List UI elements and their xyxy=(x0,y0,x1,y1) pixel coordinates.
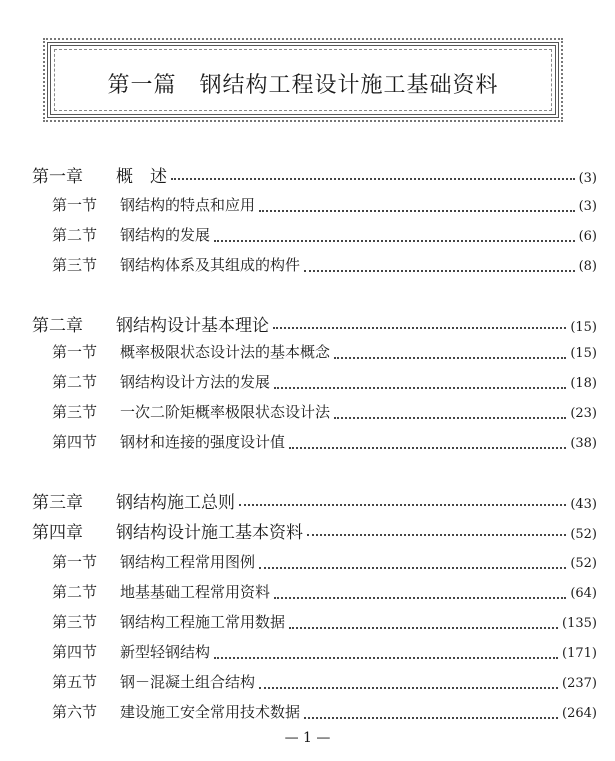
entry-page: (52) xyxy=(570,527,597,542)
entry-title: 钢结构的特点和应用 xyxy=(120,196,256,214)
entry-title: 钢结构体系及其组成的构件 xyxy=(120,256,301,274)
page-number-footer: — 1 — xyxy=(284,730,331,746)
entry-title: 概 述 xyxy=(116,167,167,187)
entry-page: (237) xyxy=(562,676,597,691)
entry-number: 第六节 xyxy=(52,703,98,721)
entry-number: 第五节 xyxy=(52,673,98,691)
entry-title: 钢结构的发展 xyxy=(120,226,211,244)
toc-entry-section[interactable] xyxy=(52,641,597,667)
entry-page: (18) xyxy=(570,376,597,391)
toc-entry-chapter-2[interactable] xyxy=(32,311,597,337)
leader-dots xyxy=(334,416,566,419)
entry-title: 地基基础工程常用资料 xyxy=(120,583,271,601)
leader-dots xyxy=(274,386,566,389)
leader-dots xyxy=(259,686,558,689)
toc-entry-chapter-4[interactable] xyxy=(32,518,597,544)
toc-entry-section[interactable] xyxy=(52,551,597,577)
entry-title: 钢结构设计方法的发展 xyxy=(120,373,271,391)
leader-dots xyxy=(273,326,566,329)
toc-entry-section[interactable] xyxy=(52,671,597,697)
entry-number: 第一节 xyxy=(52,553,98,571)
entry-page: (64) xyxy=(570,586,597,601)
entry-page: (264) xyxy=(562,706,597,721)
entry-page: (8) xyxy=(578,259,597,274)
entry-number: 第三节 xyxy=(52,403,98,421)
leader-dots xyxy=(307,533,566,536)
entry-number: 第二节 xyxy=(52,583,98,601)
entry-number: 第四章 xyxy=(32,523,83,543)
leader-dots xyxy=(304,716,558,719)
entry-title: 钢结构施工总则 xyxy=(116,493,235,513)
entry-page: (15) xyxy=(570,346,597,361)
toc-entry-section[interactable] xyxy=(52,341,597,367)
entry-number: 第一节 xyxy=(52,196,98,214)
entry-title: 钢结构工程常用图例 xyxy=(120,553,256,571)
leader-dots xyxy=(274,596,566,599)
entry-number: 第四节 xyxy=(52,643,98,661)
entry-title: 概率极限状态设计法的基本概念 xyxy=(120,343,331,361)
toc-entry-section[interactable] xyxy=(52,371,597,397)
toc-entry-section[interactable] xyxy=(52,194,597,220)
leader-dots xyxy=(289,626,558,629)
entry-title: 钢结构设计基本理论 xyxy=(116,316,269,336)
entry-page: (135) xyxy=(562,616,597,631)
entry-number: 第三节 xyxy=(52,256,98,274)
entry-number: 第二节 xyxy=(52,226,98,244)
leader-dots xyxy=(289,446,566,449)
part-title: 第一篇 钢结构工程设计施工基础资料 xyxy=(107,73,499,98)
toc-entry-section[interactable] xyxy=(52,701,597,727)
leader-dots xyxy=(259,566,566,569)
entry-title: 新型轻钢结构 xyxy=(120,643,211,661)
leader-dots xyxy=(171,177,575,180)
entry-page: (43) xyxy=(570,497,597,512)
leader-dots xyxy=(334,356,566,359)
entry-page: (23) xyxy=(570,406,597,421)
leader-dots xyxy=(304,269,575,272)
entry-page: (52) xyxy=(570,556,597,571)
toc-entry-chapter-1[interactable] xyxy=(32,162,597,188)
entry-title: 钢结构工程施工常用数据 xyxy=(120,613,286,631)
entry-title: 钢－混凝土组合结构 xyxy=(120,673,256,691)
entry-number: 第二节 xyxy=(52,373,98,391)
toc-entry-chapter-3[interactable] xyxy=(32,488,597,514)
leader-dots xyxy=(239,503,566,506)
part-title-frame xyxy=(47,42,559,118)
entry-number: 第一章 xyxy=(32,167,83,187)
toc-entry-section[interactable] xyxy=(52,224,597,250)
toc-entry-section[interactable] xyxy=(52,401,597,427)
toc-entry-section[interactable] xyxy=(52,581,597,607)
leader-dots xyxy=(214,239,575,242)
leader-dots xyxy=(214,656,558,659)
entry-number: 第二章 xyxy=(32,316,83,336)
entry-title: 一次二阶矩概率极限状态设计法 xyxy=(120,403,331,421)
entry-page: (171) xyxy=(562,646,597,661)
entry-page: (3) xyxy=(578,199,597,214)
entry-page: (6) xyxy=(578,229,597,244)
entry-number: 第三节 xyxy=(52,613,98,631)
toc-entry-section[interactable] xyxy=(52,254,597,280)
entry-page: (38) xyxy=(570,436,597,451)
entry-title: 钢结构设计施工基本资料 xyxy=(116,523,303,543)
toc-entry-section[interactable] xyxy=(52,611,597,637)
entry-page: (15) xyxy=(570,320,597,335)
entry-title: 钢材和连接的强度设计值 xyxy=(120,433,286,451)
entry-number: 第三章 xyxy=(32,493,83,513)
entry-page: (3) xyxy=(578,171,597,186)
leader-dots xyxy=(259,209,575,212)
entry-number: 第四节 xyxy=(52,433,98,451)
entry-number: 第一节 xyxy=(52,343,98,361)
toc-entry-section[interactable] xyxy=(52,431,597,457)
entry-title: 建设施工安全常用技术数据 xyxy=(120,703,301,721)
